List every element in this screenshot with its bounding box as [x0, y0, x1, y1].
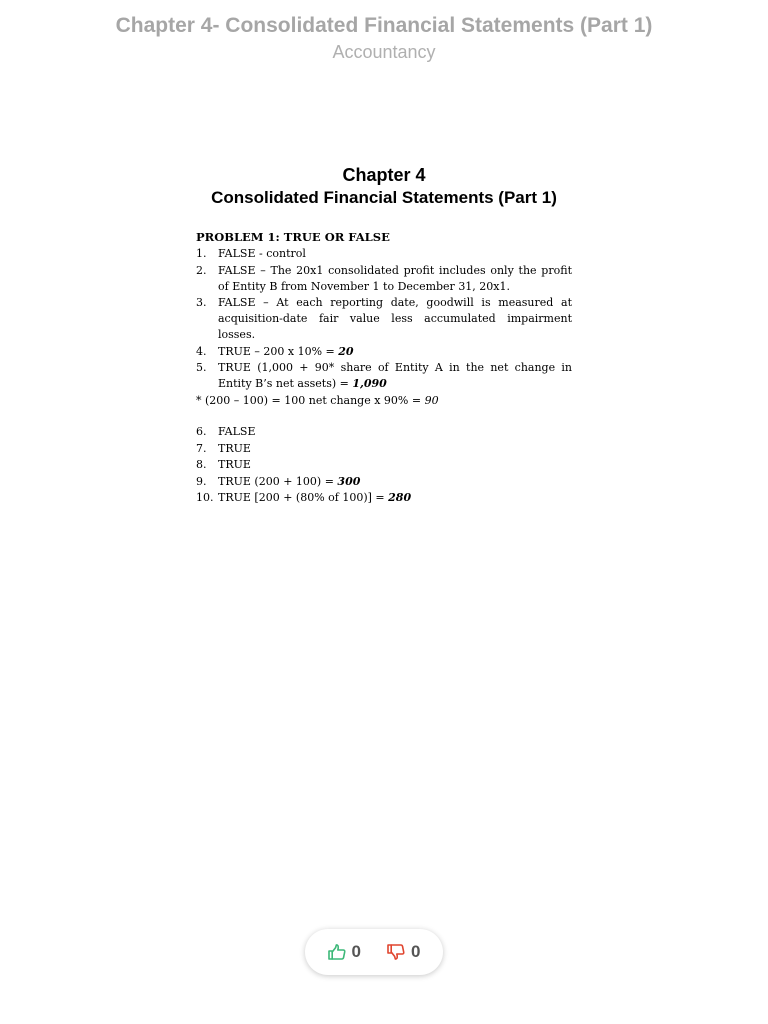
answer-item	[196, 344, 572, 360]
answer-value: 300	[337, 474, 361, 488]
downvote-count: 0	[411, 942, 421, 961]
answer-text: TRUE – 200 x 10% = 20	[218, 344, 354, 358]
answer-number: 7.	[196, 441, 207, 455]
answer-number: 2.	[196, 263, 207, 277]
answer-item	[196, 457, 572, 473]
answer-value: 280	[388, 491, 412, 504]
chapter-heading: Chapter 4	[342, 165, 426, 185]
answer-number: 9.	[196, 474, 207, 488]
chapter-title: Consolidated Financial Statements (Part 1)	[211, 188, 557, 207]
answer-number: 4.	[196, 344, 207, 358]
answer-text: TRUE (200 + 100) = 300	[218, 474, 361, 488]
answer-number: 8.	[196, 458, 207, 471]
answer-item	[196, 441, 572, 457]
answer-number: 5.	[196, 361, 207, 374]
thumbs-up-icon	[328, 944, 346, 960]
answer-text: TRUE [200 + (80% of 100)] = 280	[218, 491, 412, 504]
answer-item	[196, 490, 572, 506]
answer-value: 1,090	[352, 377, 387, 390]
answer-text: FALSE	[218, 425, 256, 438]
answer-number: 3.	[196, 296, 207, 309]
problem-heading: PROBLEM 1: TRUE OR FALSE	[196, 230, 390, 244]
footnote: * (200 – 100) = 100 net change x 90% = 90	[196, 394, 439, 407]
answer-text: TRUE (1,000 + 90* share of Entity A in the net change in Entity B’s net assets) = 1,090	[218, 361, 572, 390]
downvote-button[interactable]	[387, 942, 420, 962]
answer-item	[196, 263, 572, 295]
answer-item	[196, 424, 572, 440]
answer-number: 1.	[196, 247, 207, 260]
document-content	[196, 163, 572, 507]
answer-item	[196, 295, 572, 343]
answer-value: 20	[338, 344, 354, 358]
answer-list-a	[196, 246, 572, 392]
answer-number: 6.	[196, 425, 207, 438]
answer-item	[196, 474, 572, 490]
upvote-count: 0	[351, 942, 361, 961]
page-title: Chapter 4- Consolidated Financial Statements (Part 1)	[115, 14, 653, 37]
answer-number: 10.	[196, 491, 214, 504]
page-header	[0, 12, 768, 64]
page-subtitle: Accountancy	[332, 42, 436, 62]
answer-text: FALSE – The 20x1 consolidated profit includes only the profit of Entity B from November 1 to December 31, 20x1.	[218, 263, 572, 293]
upvote-button[interactable]	[328, 942, 361, 962]
thumbs-down-icon	[387, 944, 405, 960]
answer-text: TRUE	[218, 458, 251, 471]
vote-bar	[305, 929, 443, 975]
answer-text: TRUE	[218, 441, 251, 455]
footnote-value: 90	[424, 394, 439, 407]
answer-text: FALSE – At each reporting date, goodwill is measured at acquisition-date fair value less accumulated impairment losses.	[218, 296, 572, 341]
answer-item	[196, 246, 572, 262]
answer-item	[196, 360, 572, 392]
answer-list-b	[196, 424, 572, 506]
answer-text: FALSE - control	[218, 247, 306, 260]
